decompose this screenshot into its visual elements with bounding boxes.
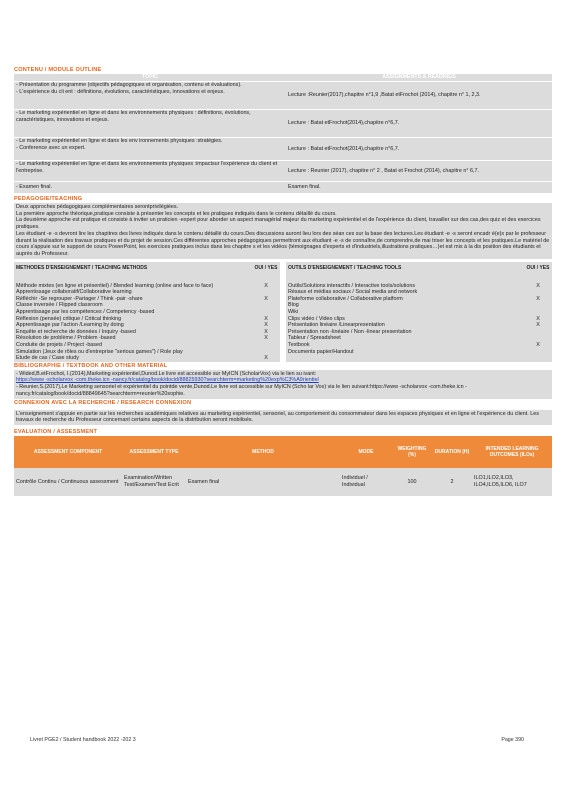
method-check xyxy=(252,289,280,296)
contenu-header-topic: TOPIC xyxy=(14,74,286,82)
footer-handbook: Livret PGE2 / Student handbook 2022 -202 3 xyxy=(30,737,136,743)
method-check: X xyxy=(252,316,280,323)
eval-ilos: ILO1,ILO2,ILO3, ILO4,ILO5,ILO6, ILO7 xyxy=(472,468,552,496)
tool-label: Blog xyxy=(286,302,524,309)
tool-check xyxy=(524,309,552,316)
method-label: Conduite de projets / Project -based xyxy=(14,342,252,349)
reading-cell: Lecture :Reunier(2017),chapitre n°1,9 ,Batat etFrochot (2014), chapitre n° 1, 2,3. xyxy=(286,82,552,110)
biblio-entry: - Reunier,S.(2017),Le Marketing sensoriel et expérientiel du pointde vente,Dunod.Le livre est accessible sur MyICN (Scho lar Vox) via le lien suivant:https://www -scholarvox -com.theke.icn -nancy.fr/catalog/book/docid/88849645?searchterm=reunier%20sophie. xyxy=(16,384,467,397)
method-label: Simulation (Jeux de rôles ou d'entreprise "serious games") / Role play xyxy=(14,349,252,356)
eval-duration: 2 xyxy=(432,468,472,496)
tool-check xyxy=(524,302,552,309)
tool-check xyxy=(524,289,552,296)
contenu-header-assignments: ASSIGNMENTS & READINGS xyxy=(286,74,552,82)
method-label: Résolution de problème / Problem -based xyxy=(14,335,252,342)
pedagogie-section-title: PEDAGOGIE/TEACHING xyxy=(14,196,83,202)
method-label: Etude de cas / Case study xyxy=(14,355,252,362)
evaluation-section-title: EVALUATION / ASSESSMENT xyxy=(14,428,98,435)
paragraph: Deux approches pédagogiques complémentaires serontprivilégiées. xyxy=(16,204,179,210)
page-content xyxy=(14,66,552,496)
paragraph: La première approche théorique,pratique consiste à présenter les concepts et les pratiques indiqués dans le contenu détaillé du cours. xyxy=(16,210,337,217)
table-row xyxy=(14,110,552,138)
method-label: Apprentissage collaboratif/Collaborative learning xyxy=(14,289,252,296)
tools-header: OUTILS D'ENSEIGNEMENT / TEACHING TOOLS xyxy=(286,262,524,283)
pedagogie-text xyxy=(14,203,552,259)
tool-label: Présentation non -linéaire / Non -linear presentation xyxy=(286,329,524,336)
method-check xyxy=(252,342,280,349)
method-label: Enquête et recherche de données / Inquiry -based xyxy=(14,329,252,336)
tool-check xyxy=(524,329,552,336)
evaluation-table xyxy=(14,436,552,496)
methods-header: METHODES D'ENSEIGNEMENT / TEACHING METHODS xyxy=(14,262,252,283)
paragraph: Les étudiant -e -s devront lire les chapitres des livres indiqués dans le contenu détaillé du cours.Des discussions auront lieu lors des séan ces sur la base des lectures.Les étudiant -e -s seront encadr é(e)s par le professeur durant la réalisation des travaux pratiques et du projet de session.Ces différentes approches pédagogiques permettront aux étudiant -e -s de connaître,de comprendre,de mai triser les concepts et les pratiques.Le matériel de cours s'appuie sur le support de cours PowerPoint, les exercices pratiques inclus dans les chapitre s et les vidéos (témoignages d'experts et d'industriels,illustrations pratiques…)et est mis à la dis position des étudiants et auprès du Professeur. xyxy=(16,230,550,257)
method-label: Méthode mixtes (en ligne et présentiel) / Blended learning (online and face to face) xyxy=(14,283,252,290)
tool-check: X xyxy=(524,322,552,329)
tool-label: Outils/Solutions interactifs / Interactive tools/solutions xyxy=(286,283,524,290)
tool-label: Clips vidéo / Video clips xyxy=(286,316,524,323)
tool-label: Textbook xyxy=(286,342,524,349)
tool-check: X xyxy=(524,296,552,303)
tool-check xyxy=(524,335,552,342)
eval-header: ASSESSMENT TYPE xyxy=(122,436,186,468)
method-check: X xyxy=(252,283,280,290)
tools-yes-header: OUI / YES xyxy=(524,262,552,283)
eval-method: Examen final xyxy=(186,468,340,496)
eval-component: Contrôle Continu / Continuous assessment xyxy=(14,468,122,496)
method-check: X xyxy=(252,322,280,329)
method-label: Réflexion (pensée) critique / Critical thinking xyxy=(14,316,252,323)
eval-header: MODE xyxy=(340,436,392,468)
contenu-table xyxy=(14,74,552,194)
reading-cell: Examen final. xyxy=(286,182,552,194)
table-row xyxy=(14,82,552,110)
topic-cell: - Le marketing expérientiel en ligne et dans les env ironnements physiques :stratégies. - Conference avec un expert. xyxy=(14,138,286,161)
eval-header: ASSESSMENT COMPONENT xyxy=(14,436,122,468)
paragraph: La deuxième approche est pratique et consiste à inviter un praticien -expert pour aborder un aspect managérial majeur du marketing expérientiel et de l'expérience du client, travailler sur des cas,des quiz et des exercices pratiques. xyxy=(16,217,541,231)
method-check: X xyxy=(252,329,280,336)
tool-label: Résaux et médias sociaux / Social media and network xyxy=(286,289,524,296)
table-row xyxy=(14,182,552,194)
tool-check: X xyxy=(524,283,552,290)
eval-mode: Individuel / Individual xyxy=(340,468,392,496)
tool-check: X xyxy=(524,342,552,349)
eval-header: INTENDED LEARNING OUTCOMES (ILOs) xyxy=(472,436,552,468)
biblio-link[interactable]: https://www -scholarvox -com.theke.icn -nancy.fr/catalog/book/docid/88825930?searchterm=marketing%20exp%C3%A9rientiel xyxy=(16,377,319,384)
topic-cell: - Examen final. xyxy=(14,182,286,194)
tool-label: Tableur / Spreadsheet xyxy=(286,335,524,342)
eval-header: METHOD xyxy=(186,436,340,468)
eval-type: Examination/Written Test/Examen/Test Ecrit xyxy=(122,468,186,496)
connexion-section-title: CONNEXION AVEC LA RECHERCHE / RESEARCH CONNEXION xyxy=(14,399,192,406)
methods-yes-header: OUI / YES xyxy=(252,262,280,283)
tool-check: X xyxy=(524,316,552,323)
method-check: X xyxy=(252,296,280,303)
method-check xyxy=(252,302,280,309)
biblio-text xyxy=(14,370,552,399)
reading-cell: Lecture : Reunier (2017), chapitre n° 2 , Batat et Frochot (2014), chapitre n° 6,7. xyxy=(286,161,552,182)
eval-header: WEIGHTING (%) xyxy=(392,436,432,468)
method-label: Apprentissage par l'action /Learning by doing xyxy=(14,322,252,329)
topic-cell: - Présentation du programme (objectifs pédagogiques et organisation, contenu et évaluations). - L'expérience du cli ent : définitions, évolutions, caractéristiques, innovations et enjeux. xyxy=(14,82,286,110)
eval-weight: 100 xyxy=(392,468,432,496)
eval-header: DURATION (H) xyxy=(432,436,472,468)
table-row xyxy=(14,468,552,496)
tool-label: Plateforme collaborative / Collaborative platform xyxy=(286,296,524,303)
reading-cell: Lecture : Batat etFrochot(2014),chapitre n°6,7. xyxy=(286,138,552,161)
method-label: Réfléchir -Se regrouper -Partager / Think -pair -share xyxy=(14,296,252,303)
tool-check xyxy=(524,349,552,356)
tool-label: Documents papier/Handout xyxy=(286,349,524,356)
topic-cell: - Le marketing expérientiel en ligne et dans les environnements physiques : définitions, évolutions, caractéristiques, innovations et enjeux. xyxy=(14,110,286,138)
method-label: Apprentissage par les compétences / Competency -based xyxy=(14,309,252,316)
method-label: Classe inversée / Flipped classroom xyxy=(14,302,252,309)
methods-table xyxy=(14,262,552,362)
contenu-section-title: CONTENU / MODULE OUTLINE xyxy=(14,67,102,73)
tool-label: Wiki xyxy=(286,309,524,316)
method-check: X xyxy=(252,355,280,362)
method-check: X xyxy=(252,335,280,342)
connexion-text: L'enseignement s'appuie en partie sur les recherches académiques relatives au marketing expérientiel, sensoriel, au comportement du consommateur dans les espaces physiques et en ligne et l'expérience du client. Les travaux de recherche du Professeur concernant certains aspects de la distribution seront mobilisés. xyxy=(14,410,552,425)
tool-label: Présentation linéaire /Linearpresentation xyxy=(286,322,524,329)
page-number: Page 390 xyxy=(501,737,524,743)
reading-cell: Lecture : Batat etFrochot(2014),chapitre n°6,7. xyxy=(286,110,552,138)
page-footer xyxy=(30,737,550,743)
method-check xyxy=(252,349,280,356)
table-row xyxy=(14,138,552,161)
biblio-entry: - Wided,B.etFrochot, I.(2014),Marketing expérientiel,Dunod.Le livre est accessible sur MyICN (ScholarVox) via le lien su ivant: xyxy=(16,370,317,377)
topic-cell: - Le marketing expérientiel en ligne et dans les environnements physiques :impactsur l'expérience du client et l'entreprise. xyxy=(14,161,286,182)
biblio-section-title: BIBLIOGRAPHIE / TEXTBOOK AND OTHER MATERIAL xyxy=(14,362,168,369)
method-check xyxy=(252,309,280,316)
table-row xyxy=(14,161,552,182)
